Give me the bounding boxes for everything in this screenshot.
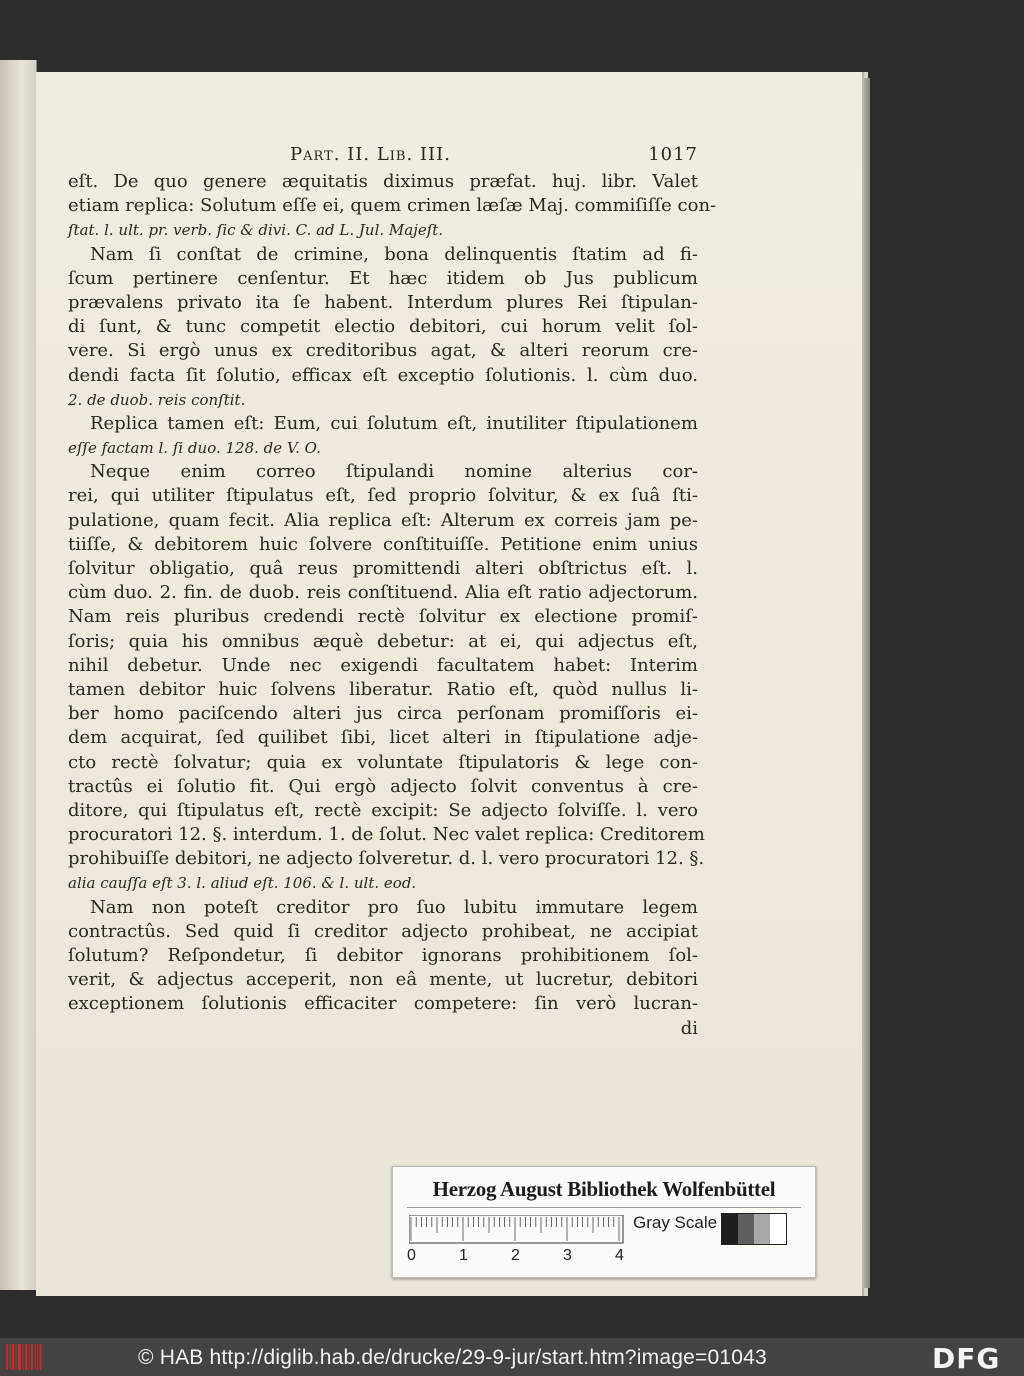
text-line: Replica tamen eſt: Eum, cui ſolutum eſt, inutiliter ſtipulationem: [90, 412, 698, 434]
text-line: cto rectè ſolvatur; quia ex voluntate ſtipulatoris & lege con-: [68, 751, 698, 773]
logo-bar: [29, 1344, 30, 1370]
text-line: ber homo paciſcendo alteri jus circa perſonam promiſſoris ei-: [68, 703, 698, 725]
logo-bar: [37, 1344, 38, 1370]
ruler-number: 0: [407, 1247, 416, 1264]
gray-scale-label: Gray Scale: [633, 1213, 718, 1232]
text-line: eſt. De quo genere æquitatis diximus præfat. huj. libr. Valet: [68, 171, 698, 192]
ruler-numbers: [409, 1247, 629, 1269]
ruler-number: 1: [459, 1247, 468, 1264]
logo-bar: [40, 1344, 42, 1370]
logo-bar: [10, 1344, 11, 1370]
dfg-logo[interactable]: DFG: [932, 1342, 1001, 1375]
text-line: dendi facta ſit ſolutio, efficax eſt exceptio ſolutionis. l. cùm duo.: [68, 364, 698, 386]
text-line: Neque enim correo ſtipulandi nomine alterius cor-: [90, 461, 698, 483]
text-line: ſoris; quia his omnibus æquè debetur: at ei, qui adjectus eſt,: [68, 630, 698, 652]
ruler-scale: [409, 1215, 625, 1245]
page-edge-shadow: [862, 78, 870, 1288]
text-line: procuratori 12. §. interdum. 1. de ſolut. Nec valet replica: Creditorem: [68, 824, 705, 846]
page-number: 1017: [648, 144, 698, 165]
color-target-card: [392, 1166, 816, 1278]
logo-bar: [25, 1344, 27, 1370]
text-line: contractûs. Sed quid ſi creditor adjecto prohibeat, ne accipiat: [68, 920, 698, 942]
text-line: exceptionem ſolutionis efficaciter competere: ſin verò lucran-: [68, 993, 698, 1015]
ruler-number: 4: [615, 1247, 624, 1264]
text-line: vere. Si ergò unus ex creditoribus agat, & alteri reorum cre-: [68, 340, 698, 362]
gray-swatch: [738, 1214, 754, 1244]
text-line: etiam replica: Solutum eſſe ei, quem crimen læſæ Maj. commiſiſſe con-: [68, 195, 717, 217]
text-line: cùm duo. 2. fin. de duob. reis conſtituend. Alia eſt ratio adjectorum.: [68, 582, 698, 604]
text-lines: [68, 170, 717, 1041]
hab-barcode-logo-icon[interactable]: [6, 1344, 42, 1370]
page-text: [68, 144, 717, 1041]
logo-bar: [18, 1344, 21, 1370]
text-line: ditore, qui ſtipulatus eſt, rectè excipit: Se adjecto ſolviſſe. l. vero: [68, 799, 698, 821]
gray-scale-swatches: [721, 1213, 787, 1245]
text-line: ſtat. l. ult. pr. verb. ſic & divi. C. ad L. Jul. Majeſt.: [68, 221, 444, 240]
text-line: ſcum pertinere cenſentur. Et hæc itidem ob Jus publicum: [68, 267, 698, 289]
text-line: nihil debetur. Unde nec exigendi facultatem habet: Interim: [68, 654, 698, 676]
text-line: ſolutum? Reſpondetur, ſi debitor ignorans prohibitionem ſol-: [68, 945, 698, 966]
logo-bar: [16, 1344, 17, 1370]
logo-bar: [35, 1344, 36, 1370]
running-head: Part. II. Lib. III.: [290, 144, 451, 165]
ruler-frame: [409, 1215, 623, 1243]
card-divider: [407, 1207, 801, 1208]
gray-swatch: [770, 1214, 786, 1244]
text-line: prævalens privato ita ſe habent. Interdum plures Rei ſtipulan-: [68, 291, 698, 313]
text-line: di ſunt, & tunc competit electio debitori, cui horum velit ſol-: [68, 316, 698, 338]
text-line: 2. de duob. reis conſtit.: [68, 390, 246, 409]
text-line: verit, & adjectus acceperit, non eâ mente, ut lucretur, debitori: [68, 969, 698, 991]
ruler-number: 3: [563, 1247, 572, 1264]
text-line: di: [680, 1017, 698, 1039]
text-line: pulatione, quam fecit. Alia replica eſt: Alterum ex correis jam pe-: [68, 509, 698, 531]
text-line: Nam reis pluribus credendi rectè ſolvitur ex electione promiſ-: [68, 606, 698, 628]
footer-bar: [0, 1338, 1024, 1376]
ruler-number: 2: [511, 1247, 520, 1264]
text-line: tractûs ei ſolutio fit. Qui ergò adjecto ſolvit conventus à cre-: [68, 775, 698, 797]
footer-copyright-link[interactable]: © HAB http://diglib.hab.de/drucke/29-9-jur/start.htm?image=01043: [138, 1346, 767, 1369]
text-line: prohibuiſſe debitori, ne adjecto ſolveretur. d. l. vero procuratori 12. §.: [68, 848, 705, 870]
text-line: alia cauſſa eſt 3. l. aliud eſt. 106. & l. ult. eod.: [68, 874, 417, 893]
text-line: rei, qui utiliter ſtipulatus eſt, ſed proprio ſolvitur, & ex ſuâ ſti-: [68, 485, 698, 507]
logo-bar: [23, 1344, 24, 1370]
text-line: eſſe factam l. ſi duo. 128. de V. O.: [68, 439, 321, 458]
text-line: tiiſſe, & debitorem huic ſolvere conſtituiſſe. Petitione enim unius: [68, 533, 698, 555]
library-name: Herzog August Bibliothek Wolfenbüttel: [432, 1177, 776, 1201]
text-line: dem acquirat, ſed quilibet ſibi, licet alteri in ſtipulatione adje-: [68, 727, 698, 749]
gray-swatch: [754, 1214, 770, 1244]
previous-page-edge: [0, 60, 37, 1290]
logo-bar: [6, 1344, 8, 1370]
logo-bar: [31, 1344, 33, 1370]
logo-bar: [12, 1344, 14, 1370]
gray-swatch: [722, 1214, 738, 1244]
text-line: Nam non poteſt creditor pro ſuo lubitu immutare legem: [90, 896, 698, 918]
text-line: Nam ſi conſtat de crimine, bona delinquentis ſtatim ad fi-: [90, 243, 698, 265]
text-line: ſolvitur obligatio, quâ reus promittendi alteri obſtrictus eſt. l.: [68, 558, 698, 579]
text-line: tamen debitor huic ſolvens liberatur. Ratio eſt, quòd nullus li-: [68, 678, 698, 700]
page-header: [68, 144, 698, 170]
